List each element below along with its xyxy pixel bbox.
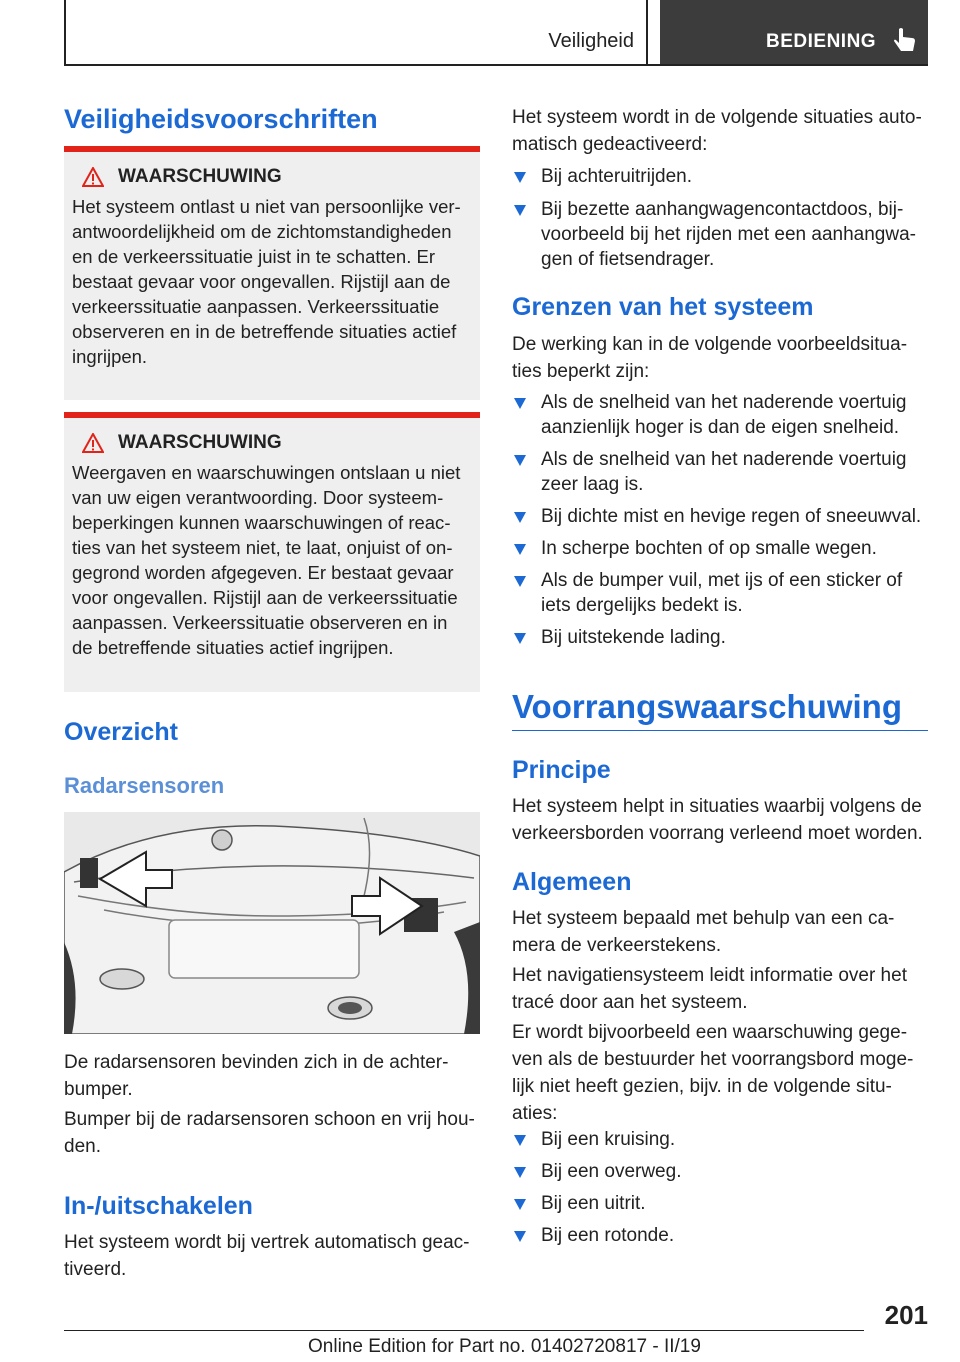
bullet-triangle-icon	[514, 576, 526, 587]
bullet-triangle-icon	[514, 455, 526, 466]
pointing-hand-icon	[893, 27, 919, 55]
bullet-triangle-icon	[514, 1199, 526, 1210]
warning-text-2: Weergaven en waarschuwingen ontslaan u niet van uw eigen verantwoording. Door systeembeperkingen kunnen waarschuwingen of reacties van het systeem niet, te laat, onjuist of ongegrond worden afgegeven. Er bestaat gevaar voor ongevallen. Rijstijl aan de verkeerssituatie aanpassen. Verkeerssituatie observeren en in de betreffende situaties actief ingrijpen.	[72, 462, 461, 658]
priority-heading: Voorrangswaarschuwing	[512, 688, 902, 725]
bullet-triangle-icon	[514, 1231, 526, 1242]
limits-list	[512, 390, 928, 650]
page-title: Veiligheidsvoorschriften	[64, 104, 378, 134]
chapter-tab-label: BEDIENING	[766, 31, 877, 52]
bullet-triangle-icon	[514, 1135, 526, 1146]
list-item: Bij uitstekende lading.	[512, 625, 928, 650]
list-item: Als de snelheid van het naderende voertuig zeer laag is.	[512, 447, 928, 497]
overview-heading: Overzicht	[64, 718, 178, 746]
bullet-triangle-icon	[514, 172, 526, 183]
deactivation-paragraph: Het systeem wordt in de volgende situaties automatisch gedeactiveerd:	[512, 107, 922, 155]
list-item: Bij een rotonde.	[512, 1223, 928, 1248]
list-item: Bij achteruitrijden.	[512, 164, 928, 189]
footer-rule	[64, 1330, 864, 1331]
warning-box-2	[64, 412, 480, 692]
warning-title-2: WAARSCHUWING	[82, 432, 472, 454]
car-rear-illustration	[64, 812, 480, 1034]
list-item: Bij een kruising.	[512, 1127, 928, 1152]
general-heading: Algemeen	[512, 868, 632, 896]
list-item: Als de bumper vuil, met ijs of een sticker of iets dergelijks bedekt is.	[512, 568, 928, 618]
warning-title-1: WAARSCHUWING	[82, 166, 472, 188]
bullet-triangle-icon	[514, 544, 526, 555]
radar-paragraph-1: De radarsensoren bevinden zich in de achterbumper.	[64, 1052, 449, 1100]
warning-text-1: Het systeem ontlast u niet van persoonlijke verantwoordelijkheid om de zichtomstandigheden en de verkeerssituatie juist in te schatten. Er bestaat gevaar voor ongevallen. Rijstijl aan de verkeerssituatie aanpassen. Verkeerssituatie observeren en in de betreffende situaties actief ingrijpen.	[72, 196, 461, 367]
list-item: Als de snelheid van het naderende voertuig aanzienlijk hoger is dan de eigen snelheid.	[512, 390, 928, 440]
section-tab-label: Veiligheid	[548, 30, 634, 52]
switch-paragraph: Het systeem wordt bij vertrek automatisch geactiveerd.	[64, 1232, 470, 1280]
limits-paragraph: De werking kan in de volgende voorbeeldsituaties beperkt zijn:	[512, 334, 908, 382]
bullet-triangle-icon	[514, 398, 526, 409]
footer-edition: Online Edition for Part no. 01402720817 - II/19	[308, 1336, 701, 1357]
switch-heading: In-/uitschakelen	[64, 1192, 253, 1220]
limits-heading: Grenzen van het systeem	[512, 293, 814, 321]
list-item: Bij dichte mist en hevige regen of sneeuwval.	[512, 504, 928, 529]
warning-triangle-icon	[82, 433, 104, 453]
section-tab	[64, 0, 648, 64]
general-paragraph-1: Het systeem bepaald met behulp van een camera de verkeerstekens.	[512, 908, 895, 956]
priority-heading-rule	[512, 730, 928, 731]
deactivation-list	[512, 164, 928, 272]
list-item: Bij een uitrit.	[512, 1191, 928, 1216]
list-item: Bij een overweg.	[512, 1159, 928, 1184]
principle-heading: Principe	[512, 756, 611, 784]
bullet-triangle-icon	[514, 633, 526, 644]
header-rule	[64, 64, 928, 66]
general-paragraph-3: Er wordt bijvoorbeeld een waarschuwing gegeven als de bestuurder het voorrangsbord mogelijk niet heeft gezien, bijv. in de volgende situaties:	[512, 1022, 914, 1124]
radar-paragraph-2: Bumper bij de radarsensoren schoon en vrij houden.	[64, 1109, 475, 1157]
page-number: 201	[884, 1300, 928, 1330]
general-paragraph-2: Het navigatiensysteem leidt informatie over het tracé door aan het systeem.	[512, 965, 907, 1013]
list-item: Bij bezette aanhangwagencontactdoos, bijvoorbeeld bij het rijden met een aanhangwagen of fietsendrager.	[512, 197, 928, 272]
bullet-triangle-icon	[514, 205, 526, 216]
list-item: In scherpe bochten of op smalle wegen.	[512, 536, 928, 561]
warning-box-1	[64, 146, 480, 400]
bullet-triangle-icon	[514, 1167, 526, 1178]
chapter-tab	[660, 0, 928, 64]
warning-triangle-icon	[82, 167, 104, 187]
principle-paragraph: Het systeem helpt in situaties waarbij volgens de verkeersborden voorrang verleend moet worden.	[512, 796, 923, 844]
radar-heading: Radarsensoren	[64, 773, 225, 798]
general-list	[512, 1127, 928, 1248]
bullet-triangle-icon	[514, 512, 526, 523]
